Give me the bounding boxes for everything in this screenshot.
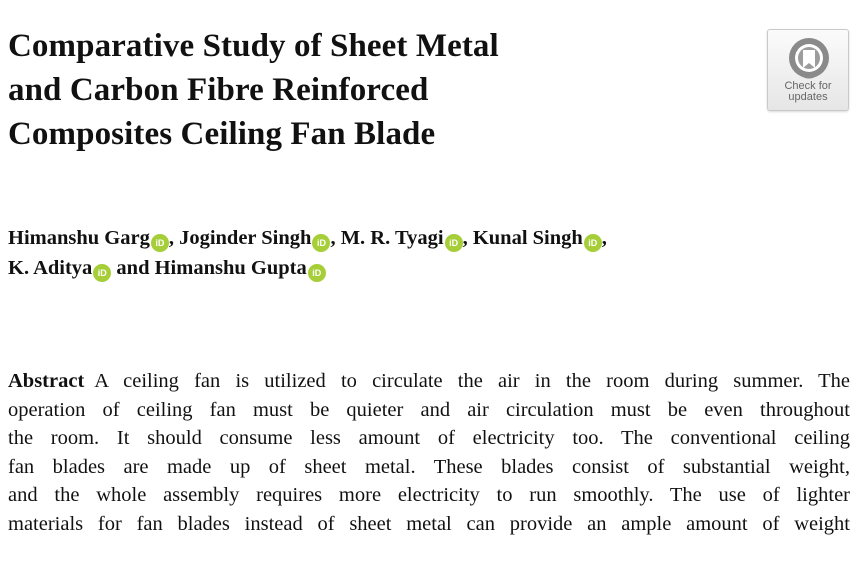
orcid-icon[interactable]: iD: [445, 234, 463, 252]
badge-label-line: Check for: [784, 80, 832, 92]
author-name: M. R. Tyagi: [340, 227, 444, 249]
author-separator: and: [111, 257, 155, 279]
orcid-icon[interactable]: iD: [312, 234, 330, 252]
abstract-line: materials for fan blades instead of sheet metal can provide an ample amount of weight: [8, 512, 850, 535]
author-name: K. Aditya: [8, 257, 93, 279]
orcid-icon[interactable]: iD: [584, 234, 602, 252]
check-for-updates-badge[interactable]: [767, 29, 849, 111]
abstract-text: A ceiling fan is utilized to circulate the air in the room during summer. The: [94, 370, 850, 392]
author-line: [8, 253, 808, 283]
abstract-line: the room. It should consume less amount of electricity too. The conventional ceiling: [8, 427, 850, 450]
badge-label-line: updates: [788, 91, 828, 103]
abstract-line: and the whole assembly requires more electricity to run smoothly. The use of lighter: [8, 484, 850, 507]
paper-title: [8, 24, 708, 156]
abstract: [8, 367, 850, 539]
title-line: Composites Ceiling Fan Blade: [8, 116, 436, 152]
orcid-icon[interactable]: iD: [151, 234, 169, 252]
author-line: [8, 223, 808, 253]
badge-label: [768, 81, 848, 103]
abstract-line: [8, 367, 850, 396]
title-line: Comparative Study of Sheet Metal: [8, 28, 499, 64]
abstract-label: Abstract: [8, 370, 85, 392]
author-separator: ,: [462, 227, 473, 249]
author-separator: ,: [168, 227, 180, 249]
author-list: [8, 223, 808, 283]
orcid-icon[interactable]: iD: [308, 264, 326, 282]
author-name: Himanshu Garg: [8, 227, 150, 249]
author-name: Himanshu Gupta: [154, 257, 307, 279]
author-separator: ,: [601, 227, 607, 249]
orcid-icon[interactable]: iD: [93, 264, 111, 282]
author-name: Kunal Singh: [472, 227, 583, 249]
author-separator: ,: [330, 227, 341, 249]
author-name: Joginder Singh: [179, 227, 312, 249]
abstract-line: fan blades are made up of sheet metal. These blades consist of substantial weight,: [8, 455, 850, 478]
check-for-updates-icon: [787, 36, 831, 80]
abstract-line: operation of ceiling fan must be quieter and air circulation must be even throughout: [8, 398, 850, 421]
title-line: and Carbon Fibre Reinforced: [8, 72, 429, 108]
